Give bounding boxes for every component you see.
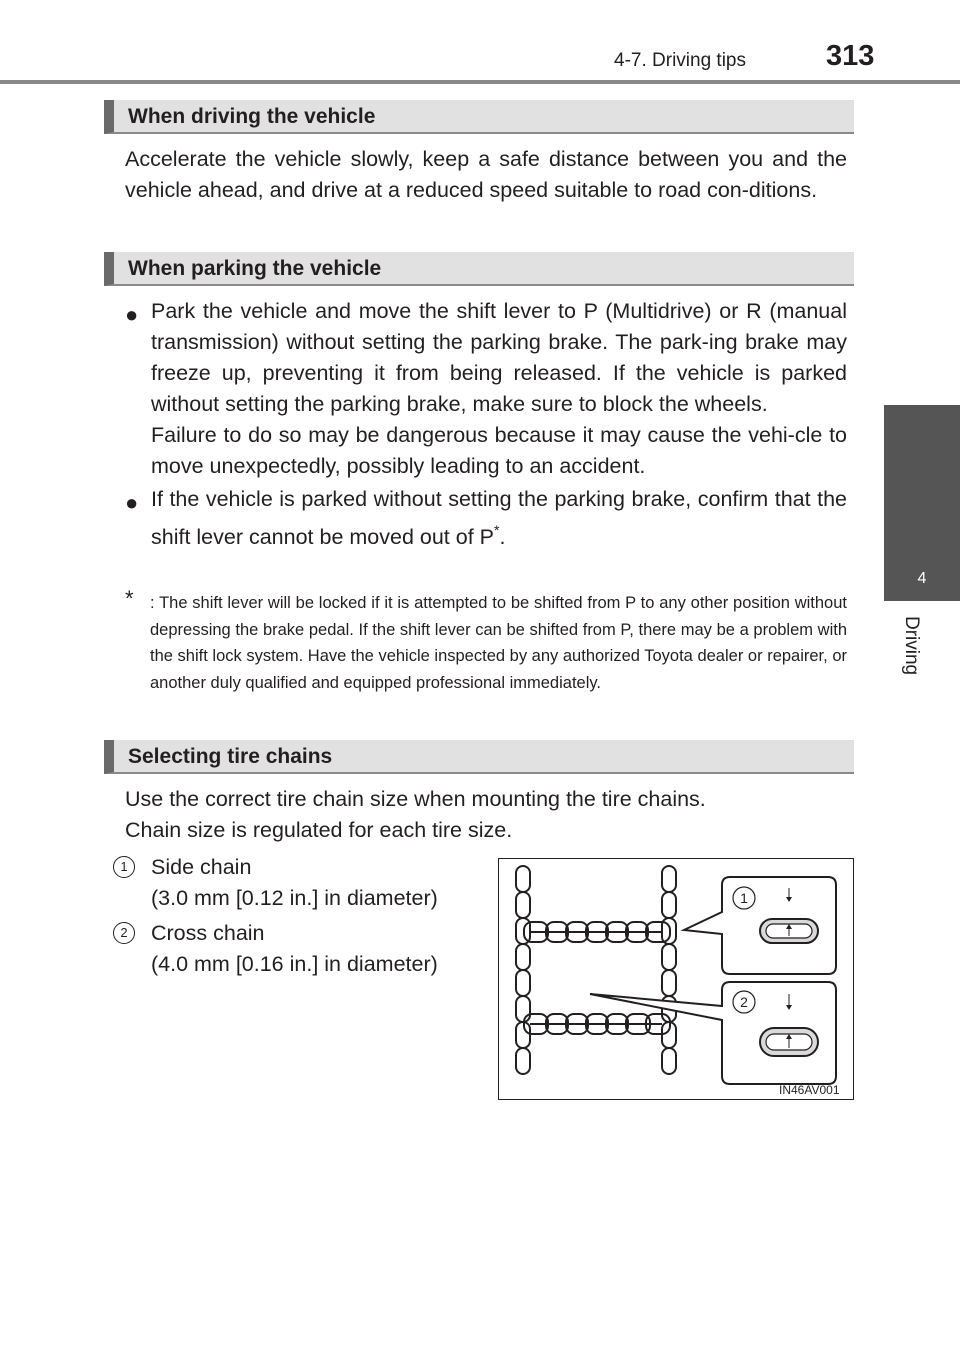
chain-item-1-name: Side chain bbox=[151, 855, 252, 879]
driving-paragraph: Accelerate the vehicle slowly, keep a safe distance between you and the vehicle ahead, and drive at a reduced speed suitable to road con-ditions. bbox=[125, 147, 847, 202]
footnote-mark: * bbox=[125, 586, 134, 611]
item-number-badge: 1 bbox=[113, 856, 135, 878]
figure-callout-2: 2 bbox=[740, 994, 748, 1010]
item-number-badge: 2 bbox=[113, 922, 135, 944]
parking-bullet-1-warning: Failure to do so may be dangerous because it may cause the vehi-cle to move unexpectedly, possibly leading to an accident. bbox=[151, 423, 847, 478]
chains-line-1: Use the correct tire chain size when mounting the tire chains. bbox=[125, 787, 706, 811]
chain-item-2-name: Cross chain bbox=[151, 921, 265, 945]
parking-bullet-1-text: Park the vehicle and move the shift lever to P (Multidrive) or R (manual transmission) without setting the parking brake. The park-ing brake may freeze up, preventing it from being released. If the vehicle is parked without setting the parking brake, make sure to block the wheels. bbox=[151, 299, 847, 416]
parking-bullet-1 bbox=[125, 296, 847, 482]
parking-bullet-list bbox=[125, 296, 847, 555]
tire-chain-diagram bbox=[498, 858, 854, 1100]
section-heading-driving: When driving the vehicle bbox=[104, 100, 854, 134]
footnote-text: : The shift lever will be locked if it is attempted to be shifted from P to any other position without depressing the brake pedal. If the shift lever can be shifted from P, there may be a problem with the shift lock system. Have the vehicle inspected by any authorized Toyota dealer or repairer, or another duly qualified and equipped professional immediately. bbox=[150, 594, 847, 692]
chapter-tab-number: 4 bbox=[917, 570, 927, 587]
chains-line-2: Chain size is regulated for each tire size. bbox=[125, 818, 513, 842]
section-heading-parking: When parking the vehicle bbox=[104, 252, 854, 286]
figure-callout-1: 1 bbox=[740, 890, 748, 906]
section-heading-chains: Selecting tire chains bbox=[104, 740, 854, 774]
footnote bbox=[125, 586, 847, 696]
page-number: 313 bbox=[826, 40, 875, 72]
bullet-icon: ● bbox=[125, 490, 139, 515]
header-section-title: 4-7. Driving tips bbox=[614, 50, 746, 71]
header-rule bbox=[0, 80, 960, 84]
parking-bullet-2 bbox=[125, 484, 847, 553]
chain-item-2-detail: (4.0 mm [0.16 in.] in diameter) bbox=[151, 952, 438, 976]
footnote-reference: * bbox=[494, 522, 500, 538]
chapter-tab-label-text: Driving bbox=[901, 616, 922, 676]
bullet-icon: ● bbox=[125, 302, 139, 327]
figure-code: IN46AV001 bbox=[779, 1083, 840, 1097]
chain-item-1-detail: (3.0 mm [0.12 in.] in diameter) bbox=[151, 886, 438, 910]
parking-bullet-2-text: If the vehicle is parked without setting the parking brake, confirm that the shift lever cannot be moved out of P bbox=[151, 487, 847, 549]
chapter-tab-label bbox=[902, 616, 942, 736]
parking-bullet-2-end: . bbox=[499, 525, 506, 549]
